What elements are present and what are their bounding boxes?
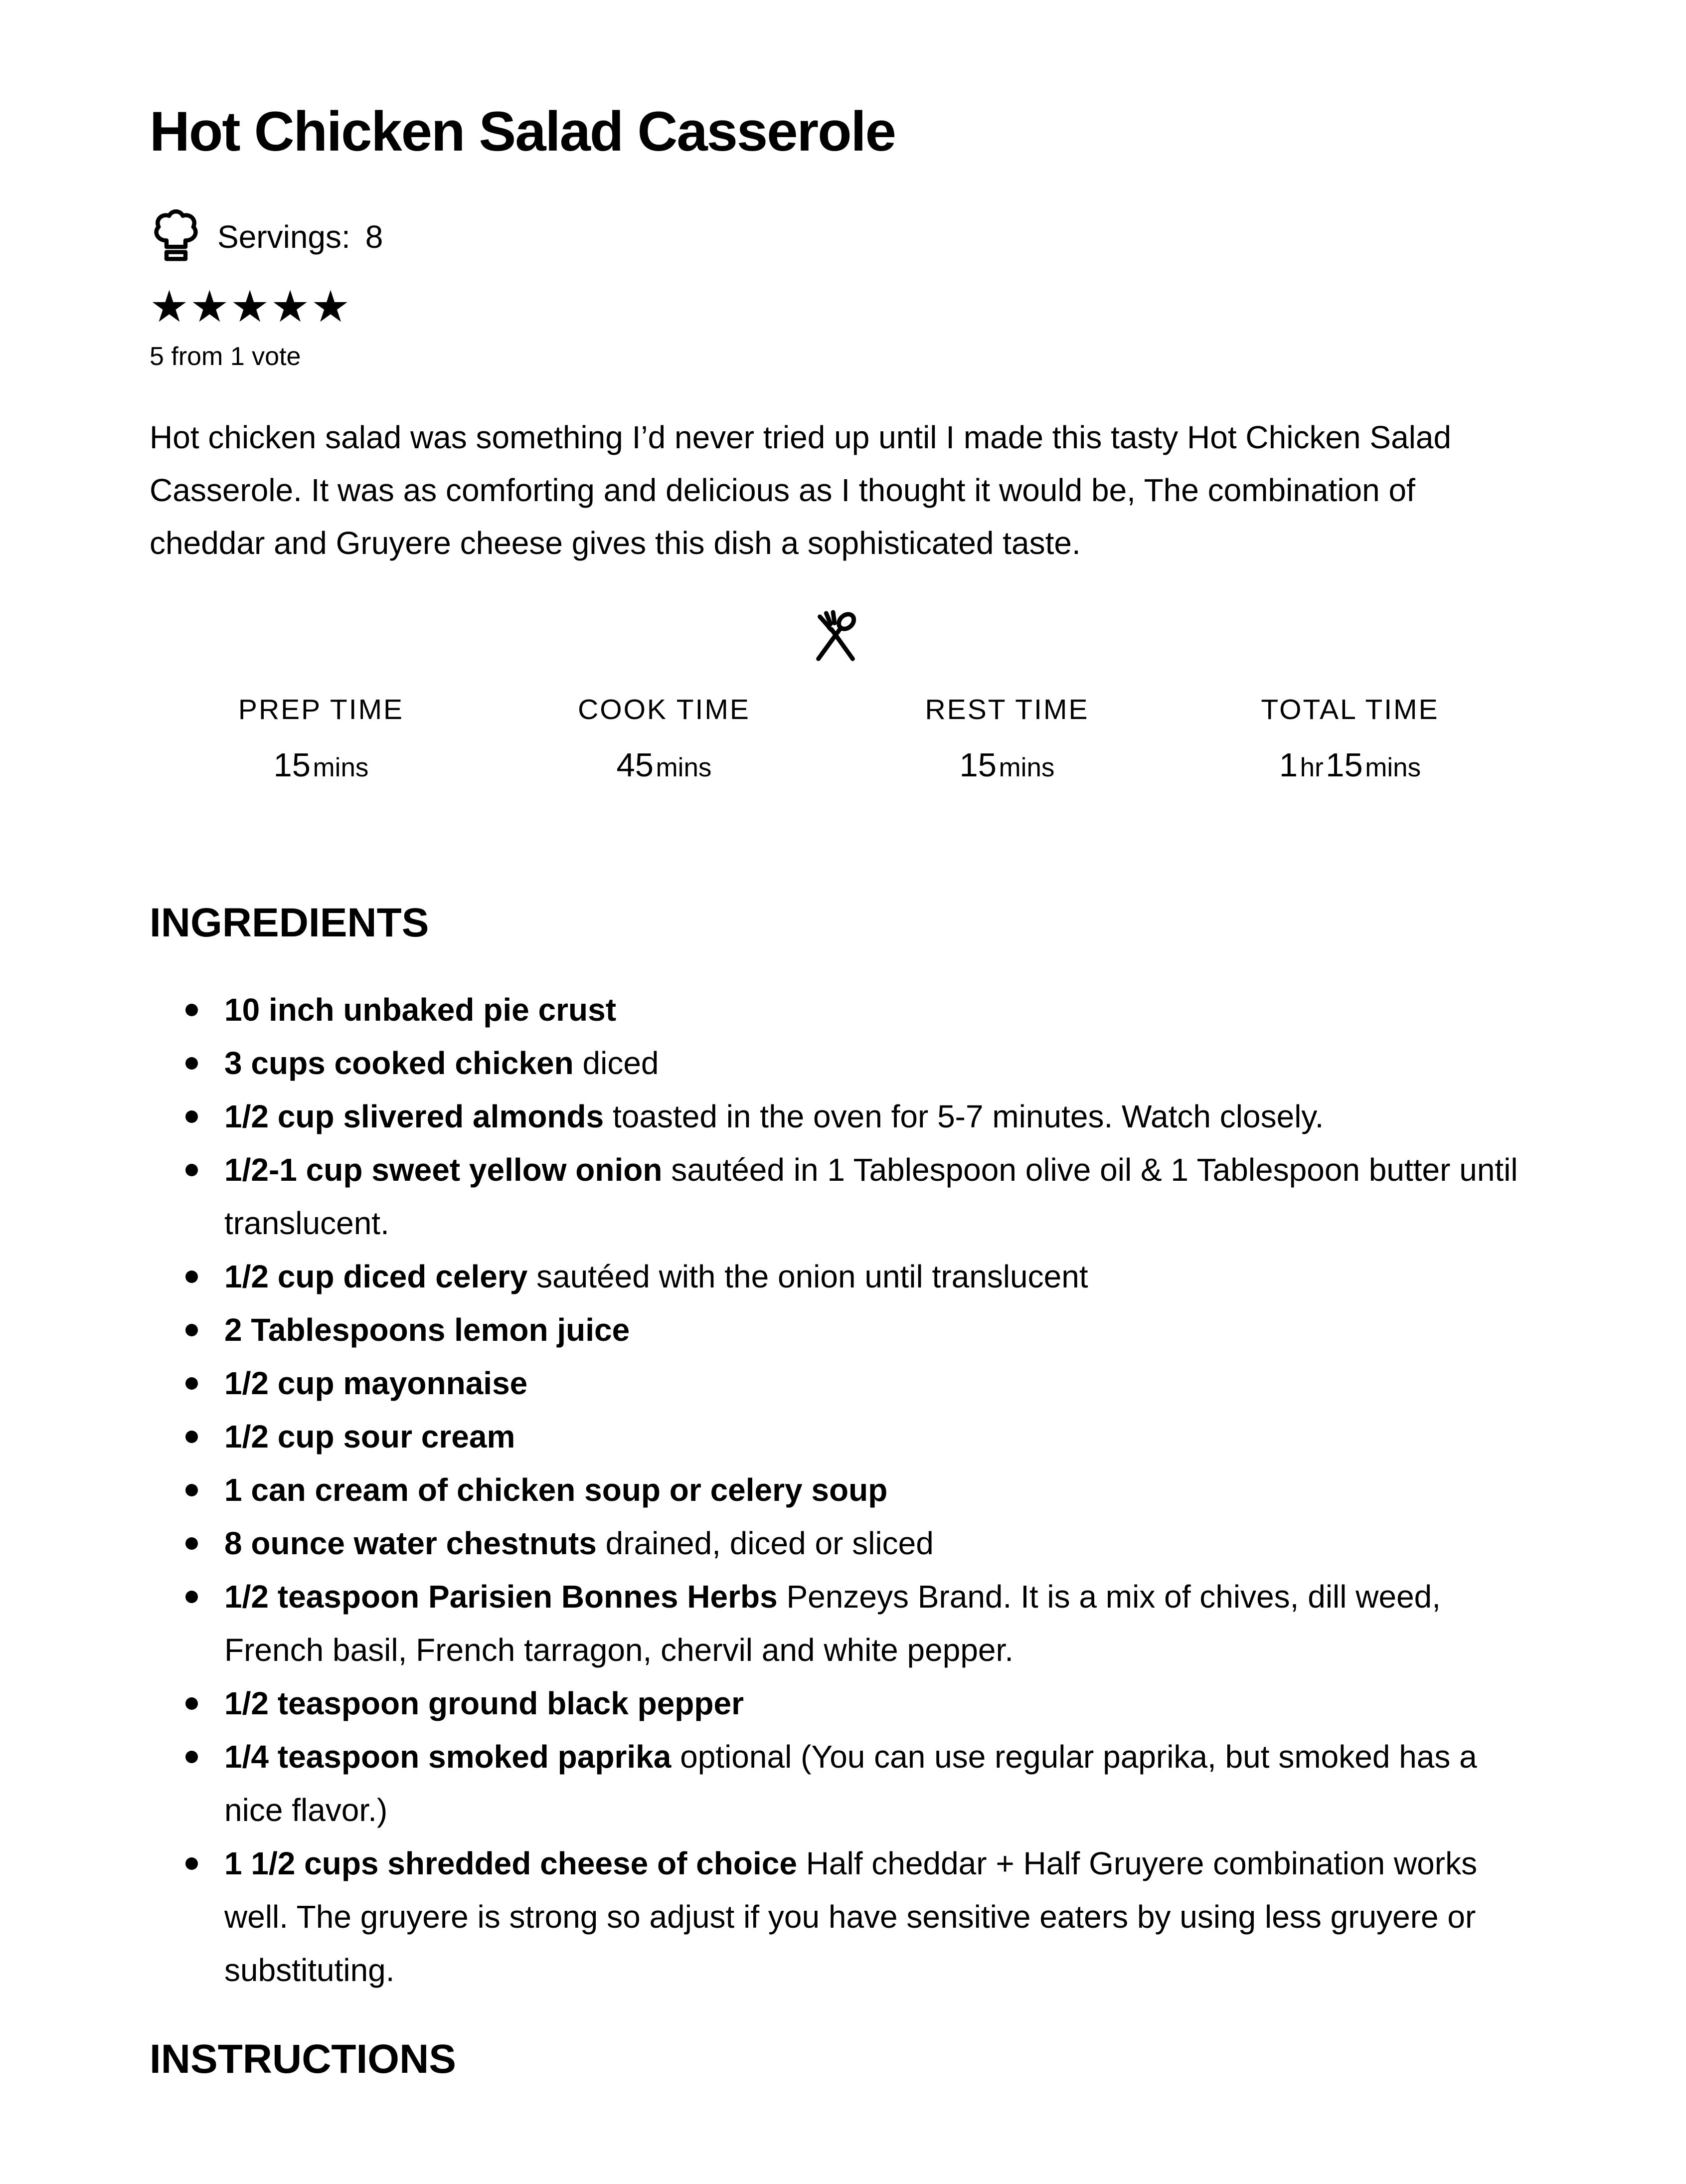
prep-time-column	[150, 694, 493, 784]
ingredient-item: 1/2 cup sour cream	[150, 1410, 1521, 1463]
rest-time-value: 15 mins	[959, 746, 1055, 784]
rating-caption: 5 from 1 vote	[150, 342, 301, 371]
ingredient-item: 3 cups cooked chicken diced	[150, 1037, 1521, 1090]
ingredients-heading: INGREDIENTS	[150, 900, 429, 946]
ingredient-item: 1/2 teaspoon ground black pepper	[150, 1677, 1521, 1730]
rest-time-label: REST TIME	[925, 693, 1089, 726]
total-time-column	[1179, 694, 1521, 784]
ingredient-item: 1/2-1 cup sweet yellow onion sautéed in 1 Tablespoon olive oil & 1 Tablespoon butter until translucent.	[150, 1143, 1521, 1250]
ingredient-item: 1 can cream of chicken soup or celery soup	[150, 1463, 1521, 1517]
chef-hat-icon	[150, 208, 202, 266]
instructions-heading: INSTRUCTIONS	[150, 2036, 456, 2082]
star-icons: ★★★★★	[150, 281, 351, 331]
star-rating	[150, 281, 1521, 331]
cook-time-label: COOK TIME	[578, 693, 750, 726]
total-time-label: TOTAL TIME	[1261, 693, 1439, 726]
total-time-value: 1 hr 15 mins	[1279, 746, 1421, 784]
ingredient-item: 10 inch unbaked pie crust	[150, 983, 1521, 1037]
ingredient-item: 1 1/2 cups shredded cheese of choice Half cheddar + Half Gruyere combination works well. The gruyere is strong so adjust if you have sensitive eaters by using less gruyere or substituting.	[150, 1837, 1521, 1997]
servings-label: Servings:	[217, 218, 350, 255]
servings-row	[150, 208, 1521, 266]
ingredient-item: 8 ounce water chestnuts drained, diced or sliced	[150, 1517, 1521, 1570]
ingredient-item: 1/2 teaspoon Parisien Bonnes Herbs Penzeys Brand. It is a mix of chives, dill weed, French basil, French tarragon, chervil and white pepper.	[150, 1570, 1521, 1677]
utensils-divider	[150, 608, 1521, 671]
servings-value: 8	[365, 218, 383, 255]
cook-time-value: 45 mins	[616, 746, 712, 784]
times-row	[150, 694, 1521, 784]
prep-time-label: PREP TIME	[238, 693, 404, 726]
crossed-fork-and-spoon-icon	[806, 662, 865, 671]
ingredient-item: 1/2 cup slivered almonds toasted in the oven for 5-7 minutes. Watch closely.	[150, 1090, 1521, 1143]
ingredient-list	[150, 983, 1521, 1997]
ingredient-item: 2 Tablespoons lemon juice	[150, 1303, 1521, 1357]
ingredient-item: 1/2 cup mayonnaise	[150, 1357, 1521, 1410]
rest-time-column	[836, 694, 1179, 784]
cook-time-column	[493, 694, 836, 784]
prep-time-value: 15 mins	[273, 746, 369, 784]
ingredient-item: 1/2 cup diced celery sautéed with the onion until translucent	[150, 1250, 1521, 1303]
ingredient-item: 1/4 teaspoon smoked paprika optional (You can use regular paprika, but smoked has a nice flavor.)	[150, 1730, 1521, 1837]
recipe-title: Hot Chicken Salad Casserole	[150, 100, 895, 163]
recipe-description: Hot chicken salad was something I’d never tried up until I made this tasty Hot Chicken Salad Casserole. It was as comforting and delicious as I thought it would be, The combination of cheddar and Gruyere cheese gives this dish a sophisticated taste.	[150, 419, 1452, 561]
